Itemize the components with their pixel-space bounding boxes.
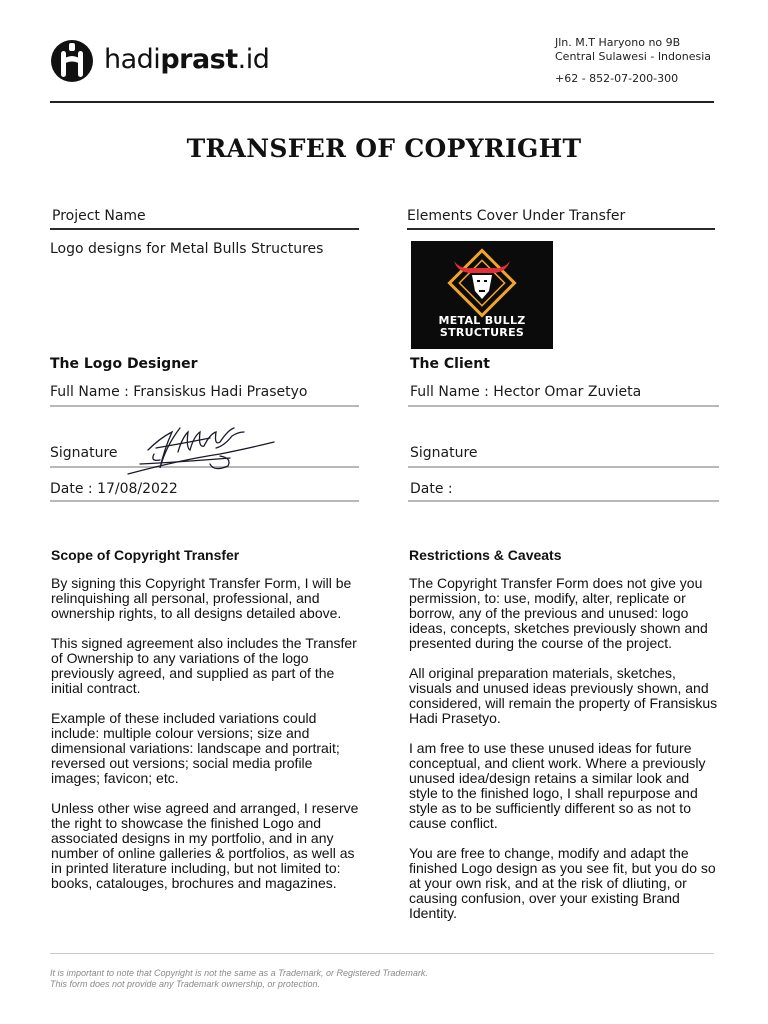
restrictions-section [409, 548, 721, 936]
brand-suffix: .id [237, 44, 270, 75]
scope-paragraph: By signing this Copyright Transfer Form, I will be relinquishing all personal, professional, and ownership rights, to all designs detailed above. [51, 575, 352, 621]
header-divider [50, 101, 714, 103]
brand-prefix: hadi [104, 44, 161, 75]
project-name-rule [50, 228, 359, 230]
hadiprast-logo-icon [50, 39, 98, 83]
restrictions-paragraph: You are free to change, modify and adapt the finished Logo design as you see fit, but you do so at your own risk, and at the risk of dliuting, or causing confusion, over your existing Brand Identity. [409, 845, 716, 921]
brand-bold: prast [160, 44, 238, 75]
footer-divider [50, 953, 714, 954]
scope-paragraph: This signed agreement also includes the Transfer of Ownership to any variations of the logo previously agreed, and supplied as part of the initial contract. [51, 635, 357, 696]
restrictions-heading: Restrictions & Caveats [409, 547, 562, 563]
address-line-2: Central Sulawesi - Indonesia [555, 50, 712, 63]
footer-line-2: This form does not provide any Trademark ownership, or protection. [50, 979, 320, 989]
restrictions-paragraph: All original preparation materials, sketches, visuals and unused ideas previously shown, and considered, will remain the property of Fransiskus Hadi Prasetyo. [409, 665, 718, 726]
address-line-1: Jln. M.T Haryono no 9B [555, 36, 681, 49]
designer-date: Date : 17/08/2022 [50, 481, 178, 497]
scope-section [51, 548, 363, 906]
elements-label: Elements Cover Under Transfer [407, 208, 626, 224]
client-heading: The Client [410, 356, 490, 372]
client-full-name: Full Name : Hector Omar Zuvieta [410, 384, 642, 400]
designer-date-rule [50, 500, 359, 502]
designer-heading: The Logo Designer [50, 356, 198, 372]
restrictions-paragraph: I am free to use these unused ideas for future conceptual, and client work. Where a previously unused idea/design retains a similar look and style to the finished logo, I shall repurpose and style as to be sufficiently different so as not to cause conflict. [409, 740, 706, 831]
scope-paragraph: Unless other wise agreed and arranged, I reserve the right to showcase the finished Logo and associated designs in my portfolio, and in any number of online galleries & portfolios, as well as in printed literature including, but not limited to: books, catalouges, brochures and magazines. [51, 800, 359, 891]
phone-number: +62 - 852-07-200-300 [555, 72, 679, 85]
designer-signature-label: Signature [50, 445, 118, 461]
client-logo-line-2: STRUCTURES [439, 326, 525, 339]
client-name-rule [408, 405, 719, 407]
client-date: Date : [410, 481, 453, 497]
footer-line-1: It is important to note that Copyright is not the same as a Trademark, or Registered Trademark. [50, 968, 428, 978]
footer-note [50, 968, 428, 990]
scope-heading: Scope of Copyright Transfer [51, 547, 240, 563]
brand-wordmark [104, 40, 269, 80]
elements-rule [407, 228, 715, 230]
client-logo-line-1: METAL BULLZ [438, 314, 526, 327]
restrictions-paragraph: The Copyright Transfer Form does not give you permission, to: use, modify, alter, replicate or borrow, any of the previous and unused: logo ideas, concepts, sketches previously shown and presented during the course of the project. [409, 575, 708, 651]
designer-signature [120, 402, 280, 494]
designer-full-name: Full Name : Fransiskus Hadi Prasetyo [50, 384, 308, 400]
project-name-label: Project Name [52, 208, 146, 224]
client-signature-label: Signature [410, 445, 478, 461]
project-name-value: Logo designs for Metal Bulls Structures [50, 241, 324, 257]
scope-paragraph: Example of these included variations could include: multiple colour versions; size and dimensional variations: landscape and portrait; reversed out versions; social media profile images; favicon; etc. [51, 710, 340, 786]
company-address [555, 36, 711, 86]
document-title: TRANSFER OF COPYRIGHT [186, 134, 582, 163]
client-date-rule [408, 500, 719, 502]
metal-bullz-logo [411, 241, 553, 349]
client-signature-rule [408, 466, 719, 468]
